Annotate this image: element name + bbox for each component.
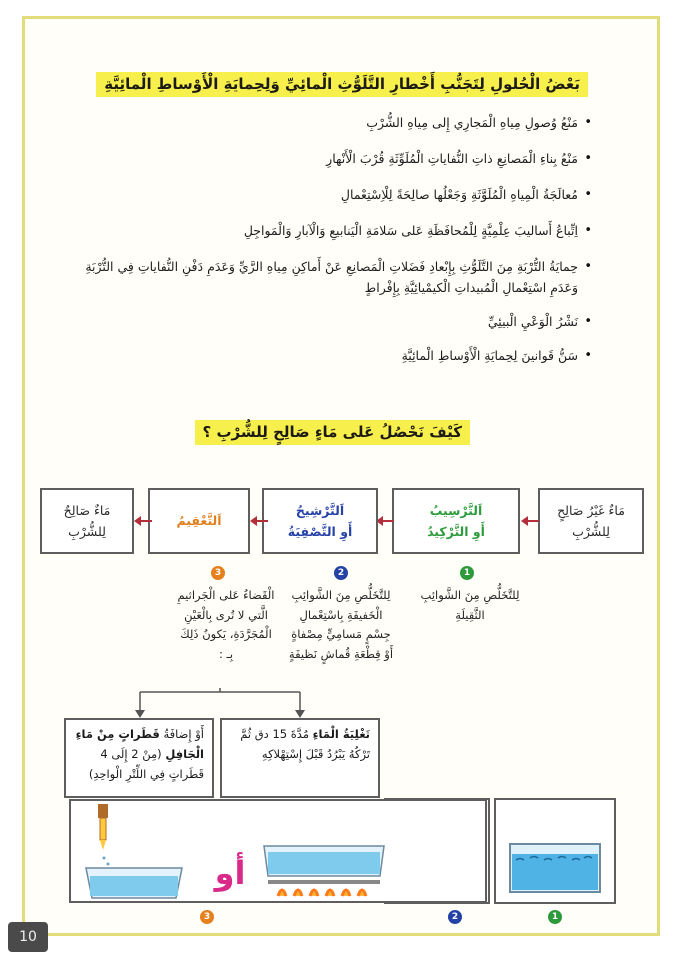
- flow-end-line1: مَاءٌ صَالِحٌ: [63, 502, 111, 518]
- step3-number-badge: 3: [211, 566, 225, 580]
- solution-item: • اِتِّباعُ أَساليبَ عِلْمِيَّةٍ لِلْمُحافَظَةِ عَلى سَلامَةِ الْيَنابيعِ وَالْآبارِ وَالْمَواجِلِ: [72, 220, 592, 242]
- step1-line1: اَلتَّرْسِيبُ: [429, 502, 483, 518]
- flow-start-line2: لِلشُّرْبِ: [572, 524, 610, 539]
- boil-bold: تَغْلِيَةُ الْمَاءِ: [312, 727, 370, 741]
- scene2-number-badge: 2: [448, 910, 462, 924]
- step3-description: الْقَضاءُ عَلى الْجَراثيمِ الَّتي لا تُرى بِالْعَيْنِ الْمُجَرَّدَةِ، يَكونُ ذَلِكَ بِـ :: [177, 588, 275, 661]
- heading-highlight: بَعْضُ الْحُلولِ لِتَجَنُّبِ أَخْطارِ التَّلَوُّثِ الْمائِيِّ وَلِحِمايَةِ الْأَوْساطِ الْمائِيَّةِ: [96, 72, 588, 97]
- flow-start-line1: مَاءٌ غَيْرُ صَالِحٍ: [557, 502, 625, 518]
- or-label: أو: [214, 854, 246, 892]
- step2-line1: اَلتَّرْشِيحُ: [295, 502, 345, 518]
- drops-method-box: [64, 718, 214, 798]
- scene3-number-badge: 3: [200, 910, 214, 924]
- question-highlight: كَيْفَ نَحْصُلُ عَلى مَاءٍ صَالِحٍ لِلشُّرْبِ ؟: [195, 420, 470, 445]
- drops-rest: (مِنْ 2 إِلَى 4 قَطَراتٍ فِي اللِّتْرِ الْواحِدِ): [88, 747, 204, 782]
- solution-item: • حِمايَةُ التُّرْبَةِ مِنَ التَّلَوُّثِ بِإِبْعادِ فَضَلاتِ الْمَصانِعِ عَنْ أَماكِنِ مِياهِ الرَّيِّ وَعَدَمِ دَفْنِ النُّفاياتِ فِي التُّرْبَةِ وَعَدَمِ اسْتِعْمالِ الْمُبيداتِ الْكيمْيائِيَّةِ بِإِفْراطٍ: [72, 256, 592, 300]
- step3-line1: اَلتَّعْقِيمُ: [176, 513, 222, 529]
- solution-item: • مَنْعُ بِناءِ الْمَصانِعِ ذاتِ النُّفاياتِ الْمُلَوِّثَةِ قُرْبَ الْأَنْهارِ: [72, 148, 592, 170]
- drops-pre: أَوْ إِضافَةُ: [163, 727, 204, 741]
- step1-number-badge: 1: [460, 566, 474, 580]
- solution-item: • نَشْرُ الْوَعْيِ الْبيئِيِّ: [72, 311, 592, 333]
- scene1-number-badge: 1: [548, 910, 562, 924]
- beaker-settling-icon: [496, 800, 614, 902]
- settling-illustration: [494, 798, 616, 904]
- solution-item: • مَنْعُ وُصولِ مِياهِ الْمَجارِي إِلى مِياهِ الشُّرْبِ: [72, 112, 592, 134]
- solution-item: • مُعالَجَةُ الْمِياهِ الْمُلَوَّثَةِ وَجَعْلُها صالِحَةً لِلْاِسْتِعْمالِ: [72, 184, 592, 206]
- sterilization-scene-icon: [68, 798, 488, 904]
- sterilization-illustration: [68, 798, 488, 904]
- boil-method-box: [220, 718, 380, 798]
- step2-description: لِلتَّخَلُّصِ مِنَ الشَّوائِبِ الْخَفيفَةِ بِاسْتِعْمالِ جِسْمٍ مَسامِيٍّ مِصْفاةٍ أَوْ قِطْعَةِ قُماشٍ نَظيفَةٍ: [288, 588, 394, 661]
- step1-description: لِلتَّخَلُّصِ مِنَ الشَّوائِبِ الثَّقِيلَةِ: [420, 588, 520, 622]
- boil-rest: مُدَّةَ 15 دق ثُمَّ تَرْكُهُ يَبْرُدُ قَبْلَ إِسْتِهْلاكِهِ: [240, 727, 370, 762]
- flow-end-line2: لِلشُّرْبِ: [68, 524, 106, 539]
- step1-line2: أَوِ التَّرْكِيدُ: [427, 524, 485, 539]
- page-number: 10: [8, 922, 48, 952]
- drops-bold: قَطَراتٍ مِنْ مَاءِ الْجَافِلِ: [75, 727, 204, 762]
- solution-item: • سَنُّ قَوانينَ لِحِمايَةِ الْأَوْساطِ الْمائِيَّةِ: [72, 345, 592, 367]
- step2-line2: أَوِ التَّصْفِيَةُ: [287, 524, 353, 539]
- step2-number-badge: 2: [334, 566, 348, 580]
